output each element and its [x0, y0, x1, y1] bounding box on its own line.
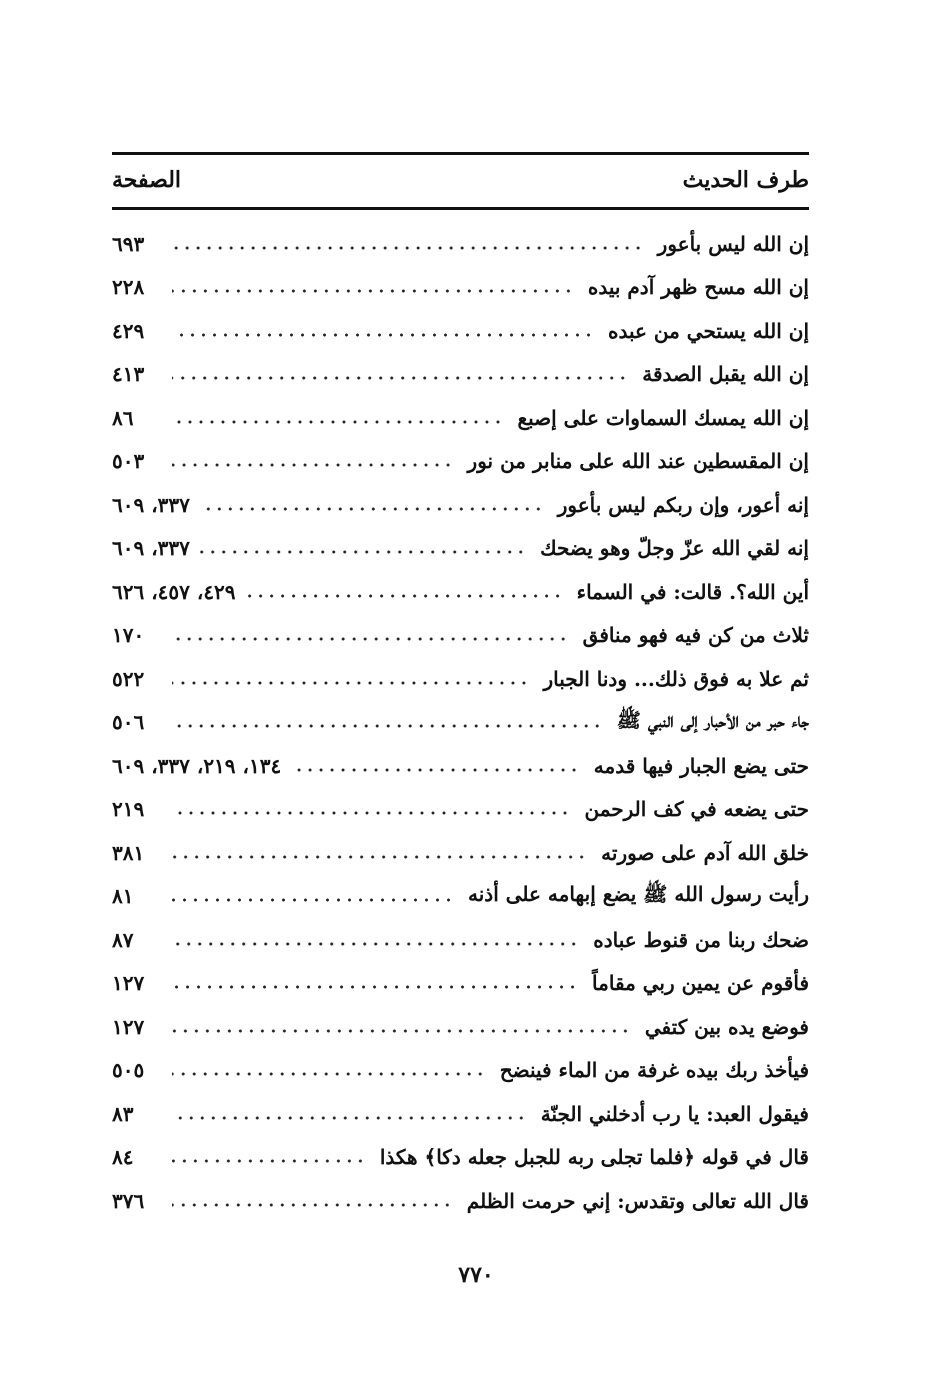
page-references: ٨٦ — [112, 405, 134, 430]
page-references: ١٢٧ — [112, 971, 145, 996]
dot-leader — [200, 538, 526, 558]
column-header-page: الصفحة — [112, 167, 182, 193]
dot-leader — [172, 1060, 486, 1080]
dot-leader — [172, 364, 628, 384]
column-header-hadith: طرف الحديث — [682, 167, 809, 193]
index-entry — [112, 527, 809, 571]
dot-leader — [172, 1017, 631, 1037]
index-entry — [112, 1136, 809, 1180]
hadith-text: جاء حبر من الأحبار إلى النبي ﷺ — [616, 707, 809, 732]
hadith-text: إن الله يمسك السماوات على إصبع — [517, 405, 809, 430]
hadith-text: فيأخذ ربك بيده غرفة من الماء فينضح — [499, 1058, 809, 1083]
page-references: ٥٠٦ — [112, 710, 145, 735]
dot-leader — [172, 930, 579, 950]
index-entry — [112, 614, 809, 658]
index-entry — [112, 353, 809, 397]
dot-leader — [172, 625, 569, 645]
page-references: ٦٩٣ — [112, 231, 145, 256]
hadith-text: فوضع يده بين كتفي — [644, 1014, 809, 1039]
index-entry — [112, 701, 809, 745]
page-references: ٨٧ — [112, 927, 134, 952]
hadith-text: فيقول العبد: يا رب أدخلني الجنّة — [540, 1101, 809, 1126]
dot-leader — [172, 408, 503, 428]
table-header — [112, 160, 809, 200]
hadith-text: رأيت رسول الله ﷺ يضع إبهامه على أذنه — [468, 881, 809, 906]
index-entry — [112, 1179, 809, 1223]
index-entry — [112, 744, 809, 788]
page-references: ٥٠٥ — [112, 1058, 145, 1083]
index-entry — [112, 918, 809, 962]
index-entry — [112, 831, 809, 875]
hadith-text: إنه لقي الله عزّ وجلّ وهو يضحك — [540, 536, 809, 561]
hadith-text: قال في قوله ﴿فلما تجلى ربه للجبل جعله دكا﴾ هكذا — [379, 1145, 809, 1170]
page-references: ٥٢٢ — [112, 666, 145, 691]
page-references: ٨٤ — [112, 1145, 134, 1170]
page-references: ٨١ — [112, 884, 134, 909]
dot-leader — [172, 1147, 366, 1167]
dot-leader — [172, 321, 594, 341]
hadith-text: قال الله تعالى وتقدس: إني حرمت الظلم — [466, 1188, 809, 1213]
hadith-text: فأقوم عن يمين ربي مقاماً — [592, 971, 809, 996]
index-entry — [112, 788, 809, 832]
page-references: ٣٧٦ — [112, 1188, 145, 1213]
dot-leader — [172, 451, 454, 471]
dot-leader — [172, 799, 571, 819]
index-entry — [112, 266, 809, 310]
hadith-text: حتى يضعه في كف الرحمن — [584, 797, 809, 822]
dot-leader — [172, 712, 603, 732]
page-references: ٢٢٨ — [112, 275, 145, 300]
index-entry — [112, 396, 809, 440]
hadith-text: أين الله؟. قالت: في السماء — [576, 579, 809, 604]
page-references: ٤٢٩ — [112, 318, 145, 343]
index-entry — [112, 657, 809, 701]
index-entry — [112, 1092, 809, 1136]
hadith-text: إنه أعور، وإن ربكم ليس بأعور — [557, 492, 809, 517]
page-references: ١٢٧ — [112, 1014, 145, 1039]
page-references: ١٧٠ — [112, 623, 145, 648]
dot-leader — [246, 582, 563, 602]
dot-leader — [172, 886, 454, 906]
page-references: ٣٨١ — [112, 840, 145, 865]
page-references: ٢١٩ — [112, 797, 145, 822]
page-references: ٨٣ — [112, 1101, 134, 1126]
index-entry — [112, 875, 809, 919]
page-references: ٤١٣ — [112, 362, 145, 387]
dot-leader — [172, 973, 578, 993]
hadith-text: ضحك ربنا من قنوط عباده — [593, 927, 809, 952]
dot-leader — [291, 756, 580, 776]
hadith-text: إن الله مسح ظهر آدم بيده — [587, 275, 809, 300]
dot-leader — [172, 669, 529, 689]
page-references: ١٣٤، ٢١٩، ٣٣٧، ٦٠٩ — [112, 753, 282, 778]
index-entry — [112, 222, 809, 266]
index-entry — [112, 570, 809, 614]
page-number: ٧٧٠ — [458, 1262, 494, 1288]
hadith-text: إن المقسطين عند الله على منابر من نور — [467, 449, 809, 474]
hadith-index-list — [112, 222, 809, 1223]
hadith-text: إن الله يستحي من عبده — [608, 318, 809, 343]
index-entry — [112, 1049, 809, 1093]
index-entry — [112, 962, 809, 1006]
dot-leader — [172, 234, 644, 254]
header-bottom-rule — [112, 207, 809, 210]
page-references: ٣٣٧، ٦٠٩ — [112, 536, 190, 561]
hadith-text: إن الله يقبل الصدقة — [642, 362, 809, 387]
hadith-text: ثلاث من كن فيه فهو منافق — [582, 623, 809, 648]
header-top-rule — [112, 152, 809, 155]
index-entry — [112, 483, 809, 527]
page-references: ٤٢٩، ٤٥٧، ٦٢٦ — [112, 579, 236, 604]
hadith-text: خلق الله آدم على صورته — [601, 840, 809, 865]
hadith-text: إن الله ليس بأعور — [657, 231, 809, 256]
hadith-text: ثم علا به فوق ذلك... ودنا الجبار — [543, 666, 809, 691]
hadith-text: حتى يضع الجبار فيها قدمه — [593, 753, 809, 778]
index-entry — [112, 309, 809, 353]
page-references: ٣٣٧، ٦٠٩ — [112, 492, 190, 517]
index-entry — [112, 440, 809, 484]
dot-leader — [172, 1104, 527, 1124]
dot-leader — [172, 1191, 453, 1211]
dot-leader — [172, 277, 574, 297]
index-entry — [112, 1005, 809, 1049]
dot-leader — [200, 495, 544, 515]
dot-leader — [172, 843, 587, 863]
page-references: ٥٠٣ — [112, 449, 145, 474]
